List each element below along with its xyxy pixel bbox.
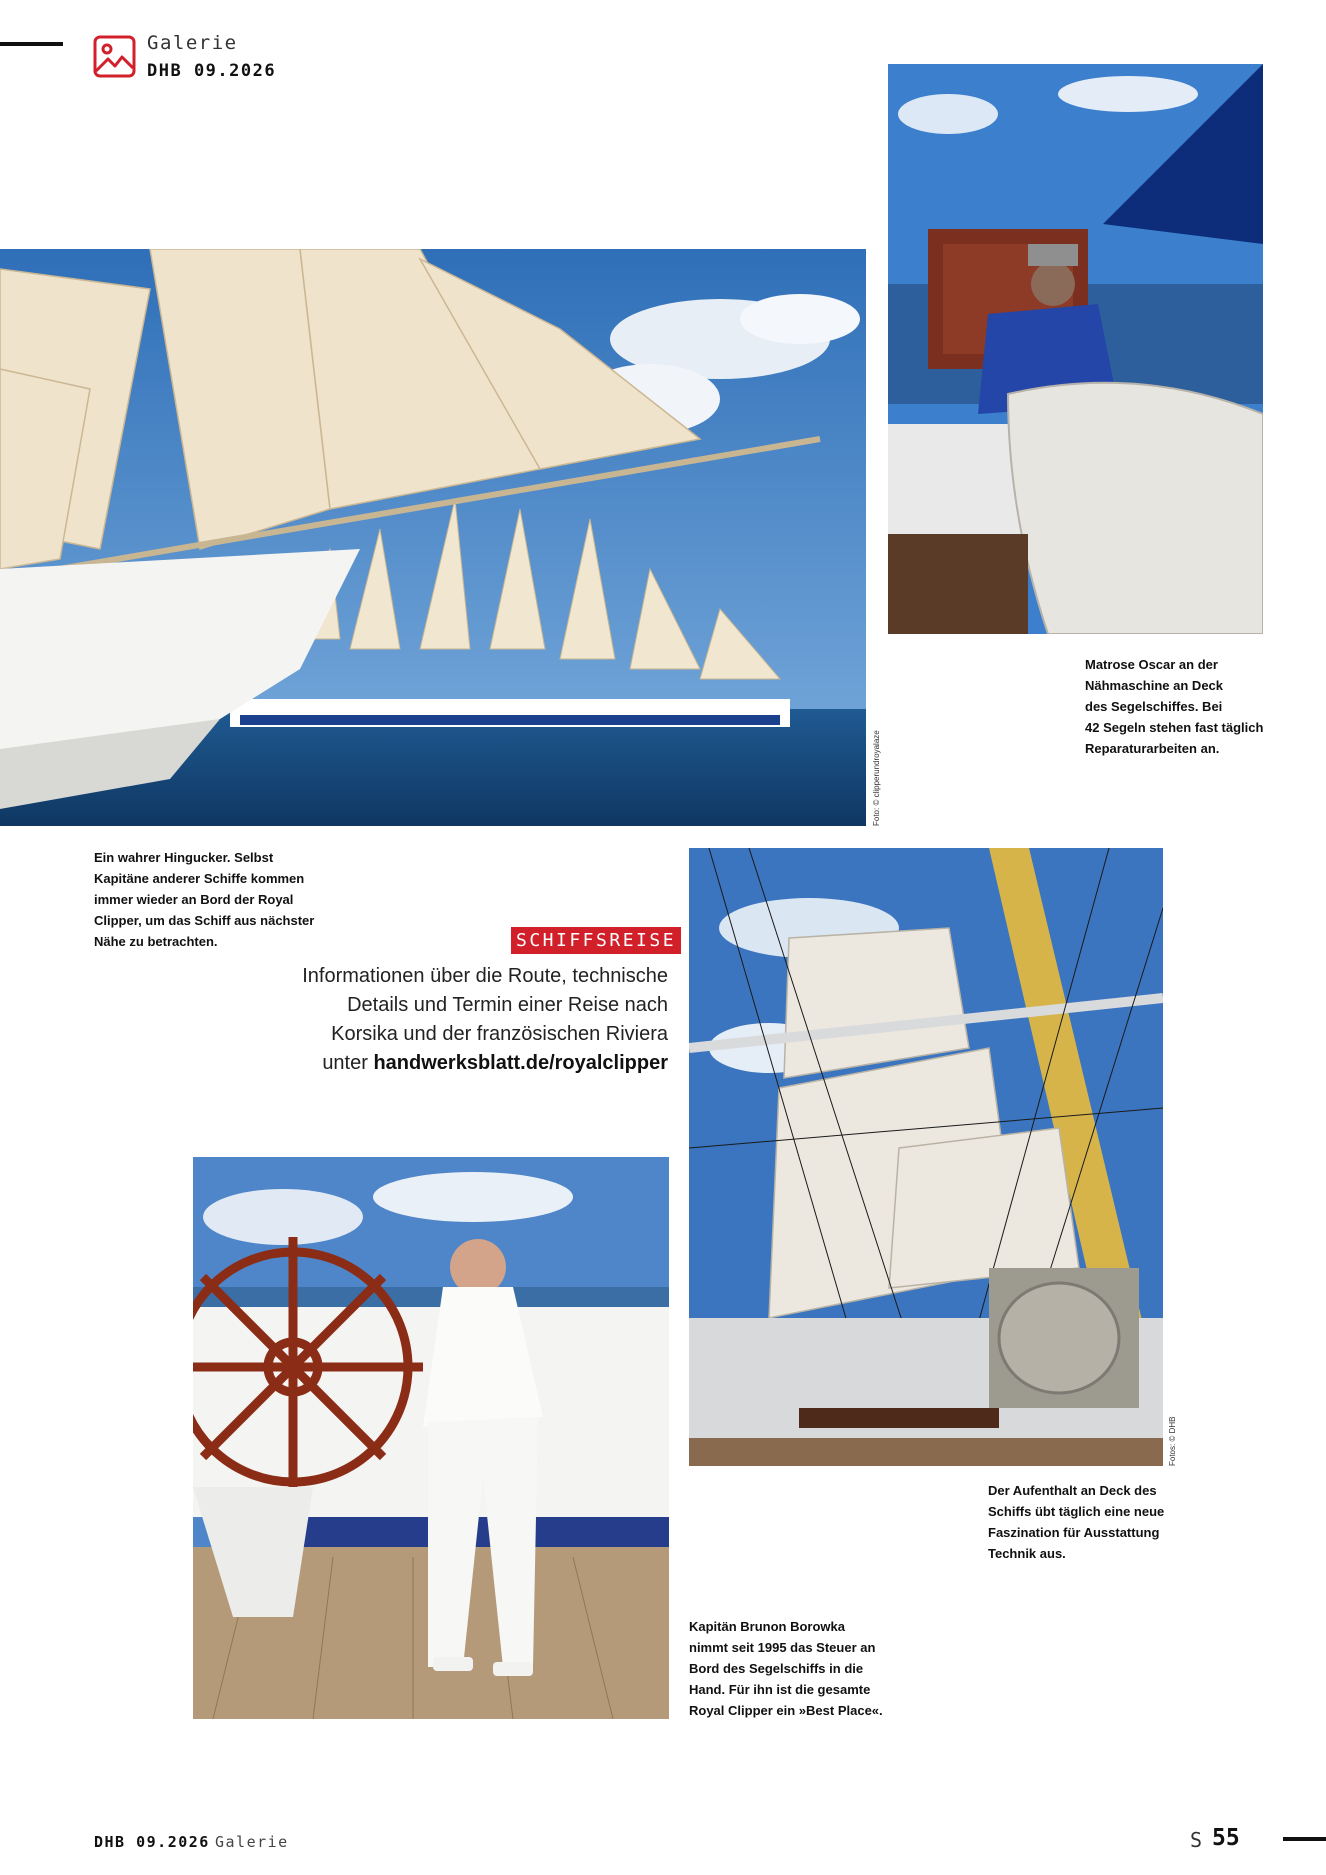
- captain-caption-line: Royal Clipper ein »Best Place«.: [689, 1703, 883, 1718]
- ship-main-credit: Foto: © clipperundroyalaze: [872, 730, 881, 826]
- footer-page-prefix: S: [1190, 1828, 1203, 1852]
- header-section-label: Galerie: [147, 32, 238, 54]
- deck-caption-line: Faszination für Ausstattung: [988, 1525, 1160, 1540]
- gallery-image-icon: [93, 35, 136, 78]
- deck-caption: [988, 1480, 1164, 1564]
- captain-caption-line: Hand. Für ihn ist die gesamte: [689, 1682, 871, 1697]
- ship-main-photo: [0, 249, 866, 826]
- ship-main-caption-line: Nähe zu betrachten.: [94, 934, 218, 949]
- info-box-text: [290, 962, 668, 1078]
- captain-caption: [689, 1616, 883, 1721]
- deck-caption-line: Der Aufenthalt an Deck des: [988, 1483, 1157, 1498]
- sailor-caption-line: Reparaturarbeiten an.: [1085, 741, 1220, 756]
- ship-main-caption: [94, 847, 314, 952]
- footer-rule-right: [1283, 1837, 1326, 1841]
- ship-main-caption-line: Clipper, um das Schiff aus nächster: [94, 913, 315, 928]
- deck-credit: Fotos: © DHB: [1168, 1416, 1177, 1466]
- info-box-line: Korsika und der französischen Riviera: [331, 1023, 668, 1045]
- captain-caption-line: nimmt seit 1995 das Steuer an: [689, 1640, 876, 1655]
- ship-main-caption-line: Ein wahrer Hingucker. Selbst: [94, 850, 274, 865]
- sailor-caption: [1085, 654, 1263, 759]
- sailor-caption-line: 42 Segeln stehen fast täglich: [1085, 720, 1264, 735]
- deck-caption-line: Schiffs übt täglich eine neue: [988, 1504, 1165, 1519]
- captain-caption-line: Kapitän Brunon Borowka: [689, 1619, 846, 1634]
- info-box-tag: SCHIFFSREISE: [511, 927, 681, 954]
- deck-photo: [689, 848, 1163, 1466]
- info-box-link-prefix: unter: [322, 1052, 374, 1074]
- header-rule-left: [0, 42, 63, 46]
- deck-caption-line: Technik aus.: [988, 1546, 1066, 1561]
- sailor-photo: [888, 64, 1263, 634]
- footer-section: Galerie: [215, 1833, 289, 1851]
- header-issue-label: DHB 09.2026: [147, 61, 277, 81]
- captain-photo: [193, 1157, 669, 1719]
- ship-main-caption-line: Kapitäne anderer Schiffe kommen: [94, 871, 305, 886]
- sailor-caption-line: Nähmaschine an Deck: [1085, 678, 1224, 693]
- info-box-line: Details und Termin einer Reise nach: [347, 994, 668, 1016]
- footer-issue: DHB 09.2026: [94, 1833, 210, 1851]
- info-box-line: Informationen über die Route, technische: [302, 965, 668, 987]
- ship-main-caption-line: immer wieder an Bord der Royal: [94, 892, 294, 907]
- sailor-caption-line: Matrose Oscar an der: [1085, 657, 1218, 672]
- captain-caption-line: Bord des Segelschiffs in die: [689, 1661, 864, 1676]
- footer-page-number: 55: [1212, 1825, 1240, 1851]
- sailor-caption-line: des Segelschiffes. Bei: [1085, 699, 1223, 714]
- info-box-last-line: [290, 1049, 668, 1078]
- info-box-link[interactable]: handwerksblatt.de/royalclipper: [373, 1052, 668, 1074]
